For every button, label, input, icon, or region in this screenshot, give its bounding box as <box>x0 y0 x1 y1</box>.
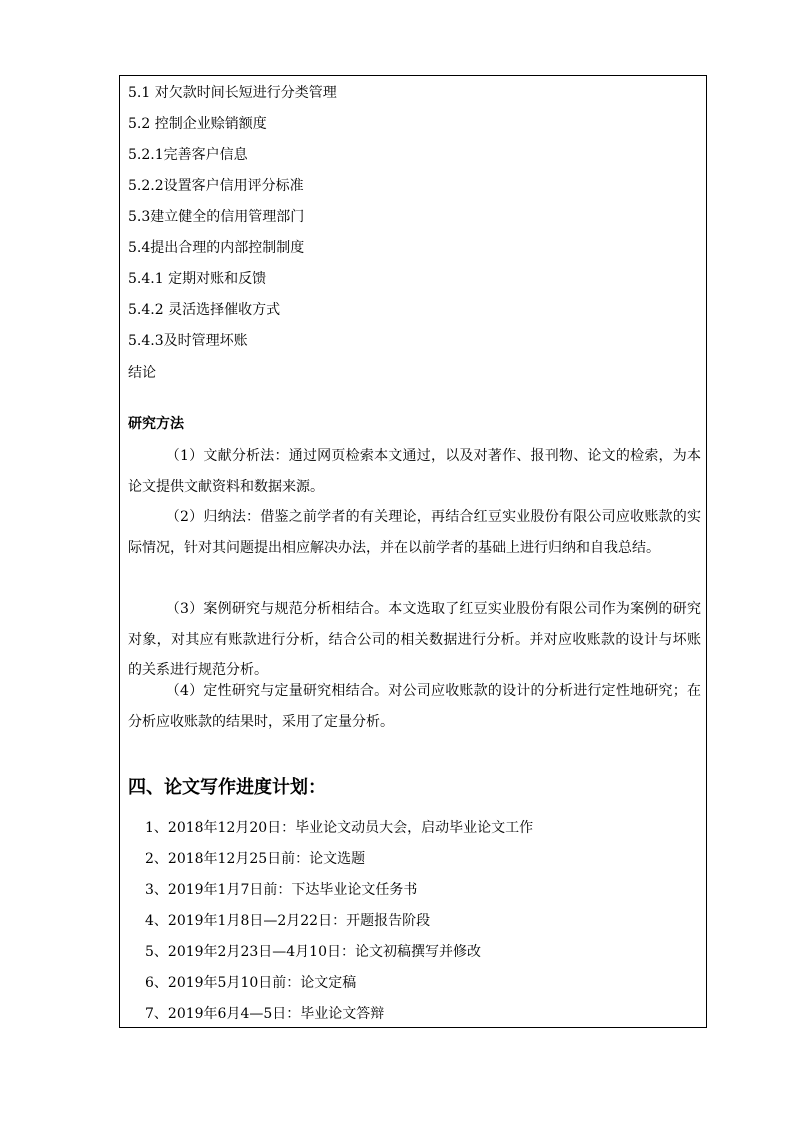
outline-item: 结论 <box>128 365 156 381</box>
outline-item: 5.2 控制企业赊销额度 <box>128 116 267 132</box>
research-methods-heading: 研究方法 <box>128 416 184 432</box>
outline-item: 5.2.1完善客户信息 <box>128 147 248 163</box>
method-paragraph: （3）案例研究与规范分析相结合。本文选取了红豆实业股份有限公司作为案例的研究对象，对其应有账款进行分析，结合公司的相关数据进行分析。并对应收账款的设计与坏账的关系进行规范分析。 <box>128 601 701 678</box>
schedule-item: 1、2018年12月20日：毕业论文动员大会，启动毕业论文工作 <box>145 820 534 836</box>
schedule-item: 7、2019年6月4—5日：毕业论文答辩 <box>145 1006 385 1022</box>
method-paragraph: （2）归纳法：借鉴之前学者的有关理论，再结合红豆实业股份有限公司应收账款的实际情况，针对其问题提出相应解决办法，并在以前学者的基础上进行归纳和自我总结。 <box>128 509 701 556</box>
outline-item: 5.4.2 灵活选择催收方式 <box>128 302 281 318</box>
outline-item: 5.4提出合理的内部控制制度 <box>128 240 305 256</box>
schedule-item: 5、2019年2月23日—4月10日：论文初稿撰写并修改 <box>145 944 481 960</box>
schedule-item: 6、2019年5月10日前：论文定稿 <box>145 975 357 991</box>
outline-item: 5.4.3及时管理坏账 <box>128 333 248 349</box>
method-paragraph: （1）文献分析法：通过网页检索本文通过，以及对著作、报刊物、论文的检索，为本论文提供文献资料和数据来源。 <box>128 448 701 495</box>
schedule-item: 4、2019年1月8日—2月22日：开题报告阶段 <box>145 913 431 929</box>
schedule-heading: 四、论文写作进度计划： <box>128 777 326 798</box>
outline-item: 5.1 对欠款时间长短进行分类管理 <box>128 85 337 101</box>
outline-item: 5.4.1 定期对账和反馈 <box>128 271 267 287</box>
method-paragraph: （4）定性研究与定量研究相结合。对公司应收账款的设计的分析进行定性地研究；在分析应收账款的结果时，采用了定量分析。 <box>128 683 701 730</box>
schedule-item: 3、2019年1月7日前：下达毕业论文任务书 <box>145 882 418 898</box>
outline-item: 5.3建立健全的信用管理部门 <box>128 209 305 225</box>
outline-item: 5.2.2设置客户信用评分标准 <box>128 178 304 194</box>
schedule-item: 2、2018年12月25日前：论文选题 <box>145 851 366 867</box>
